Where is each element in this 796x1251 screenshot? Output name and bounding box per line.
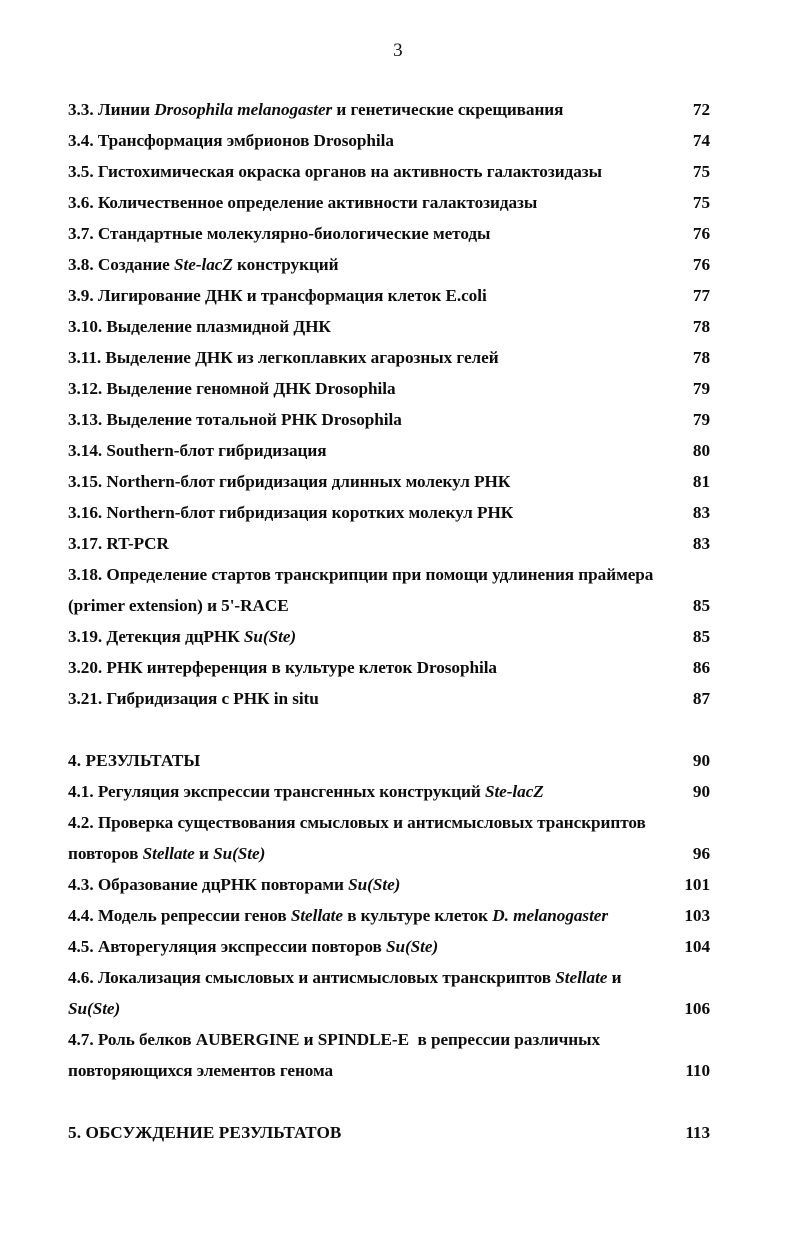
toc-title-italic-segment: Stellate <box>555 968 608 987</box>
toc-entry-title <box>68 94 563 125</box>
toc-title-segment: (primer extension) и 5'-RACE <box>68 596 289 615</box>
toc-entry-title <box>68 776 544 807</box>
toc-entry-line[interactable] <box>68 94 710 125</box>
toc-page-number: 76 <box>692 224 710 243</box>
toc-page-number: 87 <box>692 689 710 708</box>
toc-title-segment: 3.3. Линии <box>68 100 155 119</box>
toc-entry-title <box>68 559 653 590</box>
toc-entry[interactable] <box>68 94 710 125</box>
toc-entry-title <box>68 466 510 497</box>
toc-entry[interactable] <box>68 187 710 218</box>
toc-page-number: 74 <box>692 131 710 150</box>
toc-entry-line[interactable] <box>68 869 710 900</box>
toc-title-italic-segment: Su(Ste) <box>68 999 121 1018</box>
toc-entry-line[interactable] <box>68 373 710 404</box>
toc-entry[interactable] <box>68 497 710 528</box>
toc-entry[interactable] <box>68 311 710 342</box>
toc-entry[interactable] <box>68 528 710 559</box>
toc-entry-line[interactable] <box>68 1117 710 1148</box>
toc-entry-title <box>68 931 438 962</box>
toc-title-segment: 3.12. Выделение геномной ДНК Drosophila <box>68 379 396 398</box>
toc-entry[interactable] <box>68 466 710 497</box>
toc-entry-title <box>68 621 296 652</box>
toc-entry-title <box>68 156 602 187</box>
toc-entry[interactable] <box>68 125 710 156</box>
toc-entry-line[interactable] <box>68 466 710 497</box>
toc-entry-title <box>68 962 622 993</box>
toc-title-italic-segment: Drosophila melanogaster <box>154 100 333 119</box>
toc-page-number: 104 <box>684 937 710 956</box>
toc-entry-title <box>68 373 396 404</box>
toc-title-italic-segment: Su(Ste) <box>243 627 297 646</box>
toc-title-segment: 3.20. РНК интерференция в культуре клеток Drosophila <box>68 658 497 677</box>
toc-title-segment: и <box>194 844 214 863</box>
toc-page-number: 85 <box>692 596 710 615</box>
toc-entry-line[interactable] <box>68 280 710 311</box>
toc-entry-title <box>68 528 169 559</box>
toc-entry-line[interactable] <box>68 900 710 931</box>
toc-entry[interactable] <box>68 342 710 373</box>
toc-title-segment: 3.7. Стандартные молекулярно-биологические методы <box>68 224 491 243</box>
toc-entry-title <box>68 683 319 714</box>
toc-entry-line[interactable] <box>68 776 710 807</box>
toc-title-segment: 3.19. Детекция дцРНК <box>68 627 244 646</box>
toc-entry-line[interactable] <box>68 218 710 249</box>
toc-entry-title <box>68 342 499 373</box>
toc-title-segment: повторов <box>68 844 143 863</box>
toc-title-segment: 3.21. Гибридизация с РНК in situ <box>68 689 319 708</box>
toc-entry[interactable] <box>68 435 710 466</box>
toc-entry-title <box>68 900 608 931</box>
toc-entry[interactable] <box>68 249 710 280</box>
toc-page-number: 113 <box>685 1123 710 1142</box>
toc-entry[interactable] <box>68 1024 710 1086</box>
toc-entry[interactable] <box>68 559 710 621</box>
toc-entry-title <box>68 311 331 342</box>
toc-title-italic-segment: D. melanogaster <box>492 906 609 925</box>
toc-title-segment: 3.18. Определение стартов транскрипции при помощи удлинения праймера <box>68 565 654 584</box>
toc-entry[interactable] <box>68 404 710 435</box>
toc-title-segment: 4.7. Роль белков AUBERGINE и SPINDLE-E в репрессии различных <box>68 1030 601 1049</box>
toc-page-number: 81 <box>692 472 710 491</box>
toc-entry[interactable] <box>68 807 710 869</box>
toc-page-number: 78 <box>692 348 710 367</box>
toc-entry-continuation-line[interactable] <box>68 993 710 1024</box>
toc-title-italic-segment: Stellate <box>142 844 195 863</box>
toc-page-number: 90 <box>692 751 710 770</box>
toc-title-segment: 4.6. Локализация смысловых и антисмысловых транскриптов <box>68 968 556 987</box>
toc-entry-line[interactable] <box>68 559 710 590</box>
toc-entry-line[interactable] <box>68 342 710 373</box>
toc-page-number: 80 <box>692 441 710 460</box>
toc-entry[interactable] <box>68 900 710 931</box>
toc-entry-title <box>68 652 497 683</box>
toc-entry[interactable] <box>68 280 710 311</box>
toc-entry-line[interactable] <box>68 962 710 993</box>
toc-entry-title <box>68 187 537 218</box>
toc-entry-line[interactable] <box>68 497 710 528</box>
toc-entry-continuation-line[interactable] <box>68 838 710 869</box>
toc-page-number: 83 <box>692 534 710 553</box>
toc-entry-title <box>68 993 120 1024</box>
toc-spacer <box>68 1086 710 1117</box>
toc-page-number: 78 <box>692 317 710 336</box>
toc-entry-continuation-line[interactable] <box>68 1055 710 1086</box>
toc-entry[interactable] <box>68 652 710 683</box>
toc-entry-title <box>68 497 513 528</box>
toc-entry-line[interactable] <box>68 249 710 280</box>
toc-entry-title <box>68 435 327 466</box>
toc-title-segment: 4.5. Авторегуляция экспрессии повторов <box>68 937 386 956</box>
toc-entry-line[interactable] <box>68 404 710 435</box>
toc-title-segment: 3.15. Northern-блот гибридизация длинных молекул РНК <box>68 472 511 491</box>
toc-title-segment: и генетические скрещивания <box>332 100 564 119</box>
toc-title-segment: 4.4. Модель репрессии генов <box>68 906 291 925</box>
toc-page-number: 79 <box>692 379 710 398</box>
toc-title-segment: в культуре клеток <box>342 906 493 925</box>
toc-entry-continuation-line[interactable] <box>68 590 710 621</box>
toc-entry-line[interactable] <box>68 156 710 187</box>
toc-title-segment: 4.2. Проверка существования смысловых и антисмысловых транскриптов <box>68 813 646 832</box>
toc-page-number: 75 <box>692 193 710 212</box>
toc-title-italic-segment: Su(Ste) <box>348 875 401 894</box>
toc-entry-line[interactable] <box>68 125 710 156</box>
toc-entry-line[interactable] <box>68 311 710 342</box>
toc-entry-title <box>68 838 265 869</box>
toc-entry-line[interactable] <box>68 435 710 466</box>
toc-entry-title <box>68 125 394 156</box>
toc-title-segment: 4.1. Регуляция экспрессии трансгенных конструкций <box>68 782 485 801</box>
toc-entry[interactable] <box>68 683 710 714</box>
toc-spacer <box>68 714 710 745</box>
toc-entry-title <box>68 745 200 776</box>
toc-page-number: 79 <box>692 410 710 429</box>
toc-entry[interactable] <box>68 962 710 1024</box>
toc-entry-title <box>68 590 289 621</box>
toc-title-italic-segment: Su(Ste) <box>385 937 439 956</box>
toc-title-italic-segment: Ste-lacZ <box>484 782 544 801</box>
toc-entry-line[interactable] <box>68 807 710 838</box>
toc-entry-line[interactable] <box>68 528 710 559</box>
toc-entry-title <box>68 1055 333 1086</box>
toc-page-number: 86 <box>692 658 710 677</box>
toc-title-segment: 3.17. RT-PCR <box>68 534 169 553</box>
toc-entry-line[interactable] <box>68 187 710 218</box>
toc-entry-title <box>68 404 402 435</box>
toc-entry-line[interactable] <box>68 745 710 776</box>
toc-title-italic-segment: Stellate <box>290 906 343 925</box>
toc-entry[interactable] <box>68 931 710 962</box>
toc-entry-line[interactable] <box>68 683 710 714</box>
toc-page-number: 83 <box>692 503 710 522</box>
toc-title-segment: 3.11. Выделение ДНК из легкоплавких агарозных гелей <box>68 348 499 367</box>
toc-title-segment: 4.3. Образование дцРНК повторами <box>68 875 349 894</box>
toc-title-segment: 3.6. Количественное определение активности галактозидазы <box>68 193 538 212</box>
toc-page-number: 75 <box>692 162 710 181</box>
toc-entry[interactable] <box>68 156 710 187</box>
toc-title-segment: 3.13. Выделение тотальной РНК Drosophila <box>68 410 402 429</box>
toc-entry[interactable] <box>68 745 710 776</box>
toc-title-segment: и <box>607 968 622 987</box>
page-folio-number: 3 <box>393 40 403 61</box>
toc-entry[interactable] <box>68 869 710 900</box>
toc-entry-title <box>68 869 400 900</box>
toc-title-segment: конструкций <box>232 255 339 274</box>
toc-page-number: 96 <box>692 844 710 863</box>
toc-entry[interactable] <box>68 776 710 807</box>
toc-page-number: 72 <box>692 100 710 119</box>
toc-page-number: 101 <box>684 875 710 894</box>
toc-entry[interactable] <box>68 218 710 249</box>
toc-title-segment: повторяющихся элементов генома <box>68 1061 334 1080</box>
toc-entry-title <box>68 1117 342 1148</box>
toc-title-segment: 3.9. Лигирование ДНК и трансформация клеток E.coli <box>68 286 487 305</box>
toc-title-segment: 3.8. Создание <box>68 255 175 274</box>
toc-entry[interactable] <box>68 621 710 652</box>
toc-page-number: 106 <box>684 999 710 1018</box>
toc-entry-line[interactable] <box>68 621 710 652</box>
toc-entry-line[interactable] <box>68 652 710 683</box>
toc-title-segment: 3.14. Southern-блот гибридизация <box>68 441 327 460</box>
toc-title-segment: 3.5. Гистохимическая окраска органов на активность галактозидазы <box>68 162 602 181</box>
toc-entry-title <box>68 807 646 838</box>
toc-page-number: 90 <box>692 782 710 801</box>
toc-page-number: 110 <box>685 1061 710 1080</box>
toc-entry-title <box>68 1024 600 1055</box>
toc-entry[interactable] <box>68 1117 710 1148</box>
toc-entry-title <box>68 280 487 311</box>
toc-entry-line[interactable] <box>68 1024 710 1055</box>
toc-page-number: 76 <box>692 255 710 274</box>
toc-page-number: 77 <box>692 286 710 305</box>
toc-entry-title <box>68 218 490 249</box>
toc-title-segment: 3.10. Выделение плазмидной ДНК <box>68 317 331 336</box>
toc-entry-title <box>68 249 339 280</box>
toc-title-segment: 5. ОБСУЖДЕНИЕ РЕЗУЛЬТАТОВ <box>68 1123 342 1142</box>
toc-entry[interactable] <box>68 373 710 404</box>
toc-entry-line[interactable] <box>68 931 710 962</box>
toc-title-italic-segment: Ste-lacZ <box>174 255 233 274</box>
toc-title-segment: 3.4. Трансформация эмбрионов Drosophila <box>68 131 394 150</box>
toc-title-segment: 3.16. Northern-блот гибридизация коротких молекул РНК <box>68 503 514 522</box>
toc-page-number: 103 <box>684 906 710 925</box>
toc-page-number: 85 <box>692 627 710 646</box>
toc-title-segment: 4. РЕЗУЛЬТАТЫ <box>68 751 201 770</box>
toc-title-italic-segment: Su(Ste) <box>213 844 266 863</box>
table-of-contents <box>68 94 710 1148</box>
